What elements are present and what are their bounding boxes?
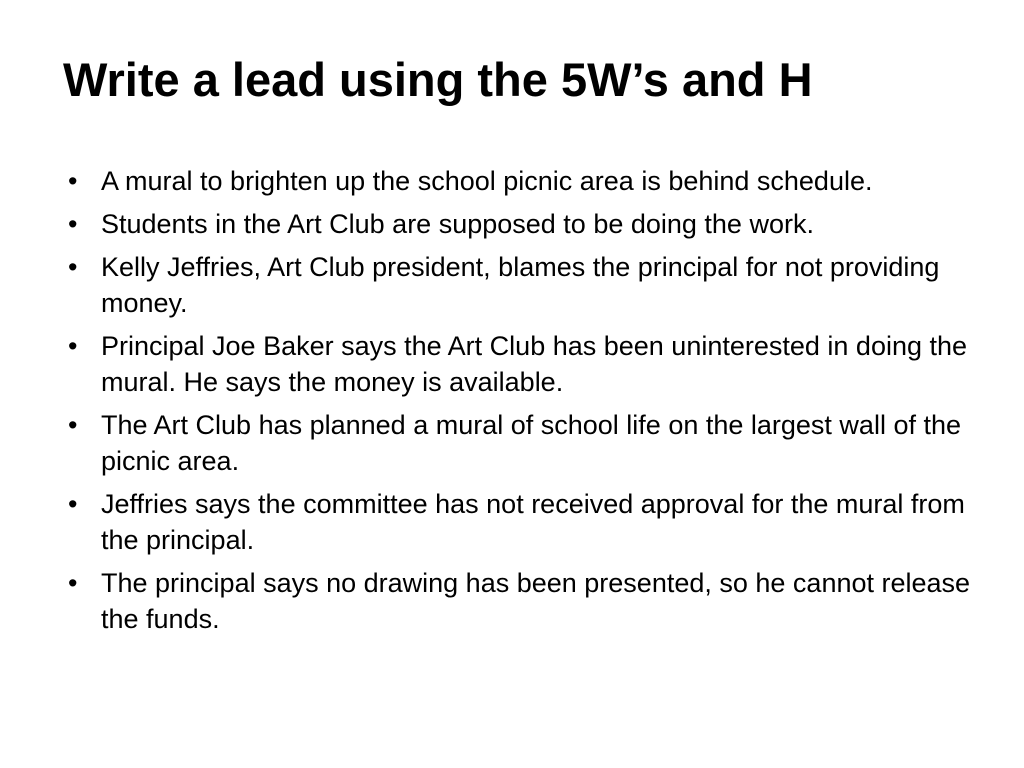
bullet-icon: •: [68, 209, 78, 239]
bullet-text: A mural to brighten up the school picnic area is behind schedule.: [101, 166, 873, 196]
bullet-text: Students in the Art Club are supposed to be doing the work.: [101, 209, 814, 239]
bullet-text: Kelly Jeffries, Art Club president, blames the principal for not providing money.: [101, 252, 940, 318]
bullet-list: [64, 163, 984, 644]
bullet-icon: •: [68, 166, 78, 196]
bullet-icon: •: [68, 252, 78, 282]
bullet-item: [64, 163, 984, 199]
bullet-item: [64, 565, 984, 637]
bullet-item: [64, 249, 984, 321]
bullet-text: Principal Joe Baker says the Art Club has been uninterested in doing the mural. He says the money is available.: [101, 331, 968, 397]
bullet-text: Jeffries says the committee has not received approval for the mural from the principal.: [101, 489, 965, 555]
bullet-item: [64, 206, 984, 242]
slide-title: Write a lead using the 5W’s and H: [63, 53, 813, 106]
bullet-icon: •: [68, 410, 78, 440]
bullet-item: [64, 328, 984, 400]
bullet-item: [64, 486, 984, 558]
bullet-item: [64, 407, 984, 479]
bullet-text: The Art Club has planned a mural of school life on the largest wall of the picnic area.: [101, 410, 961, 476]
bullet-icon: •: [68, 489, 78, 519]
bullet-icon: •: [68, 331, 78, 361]
bullet-icon: •: [68, 568, 78, 598]
bullet-text: The principal says no drawing has been presented, so he cannot release the funds.: [101, 568, 971, 634]
